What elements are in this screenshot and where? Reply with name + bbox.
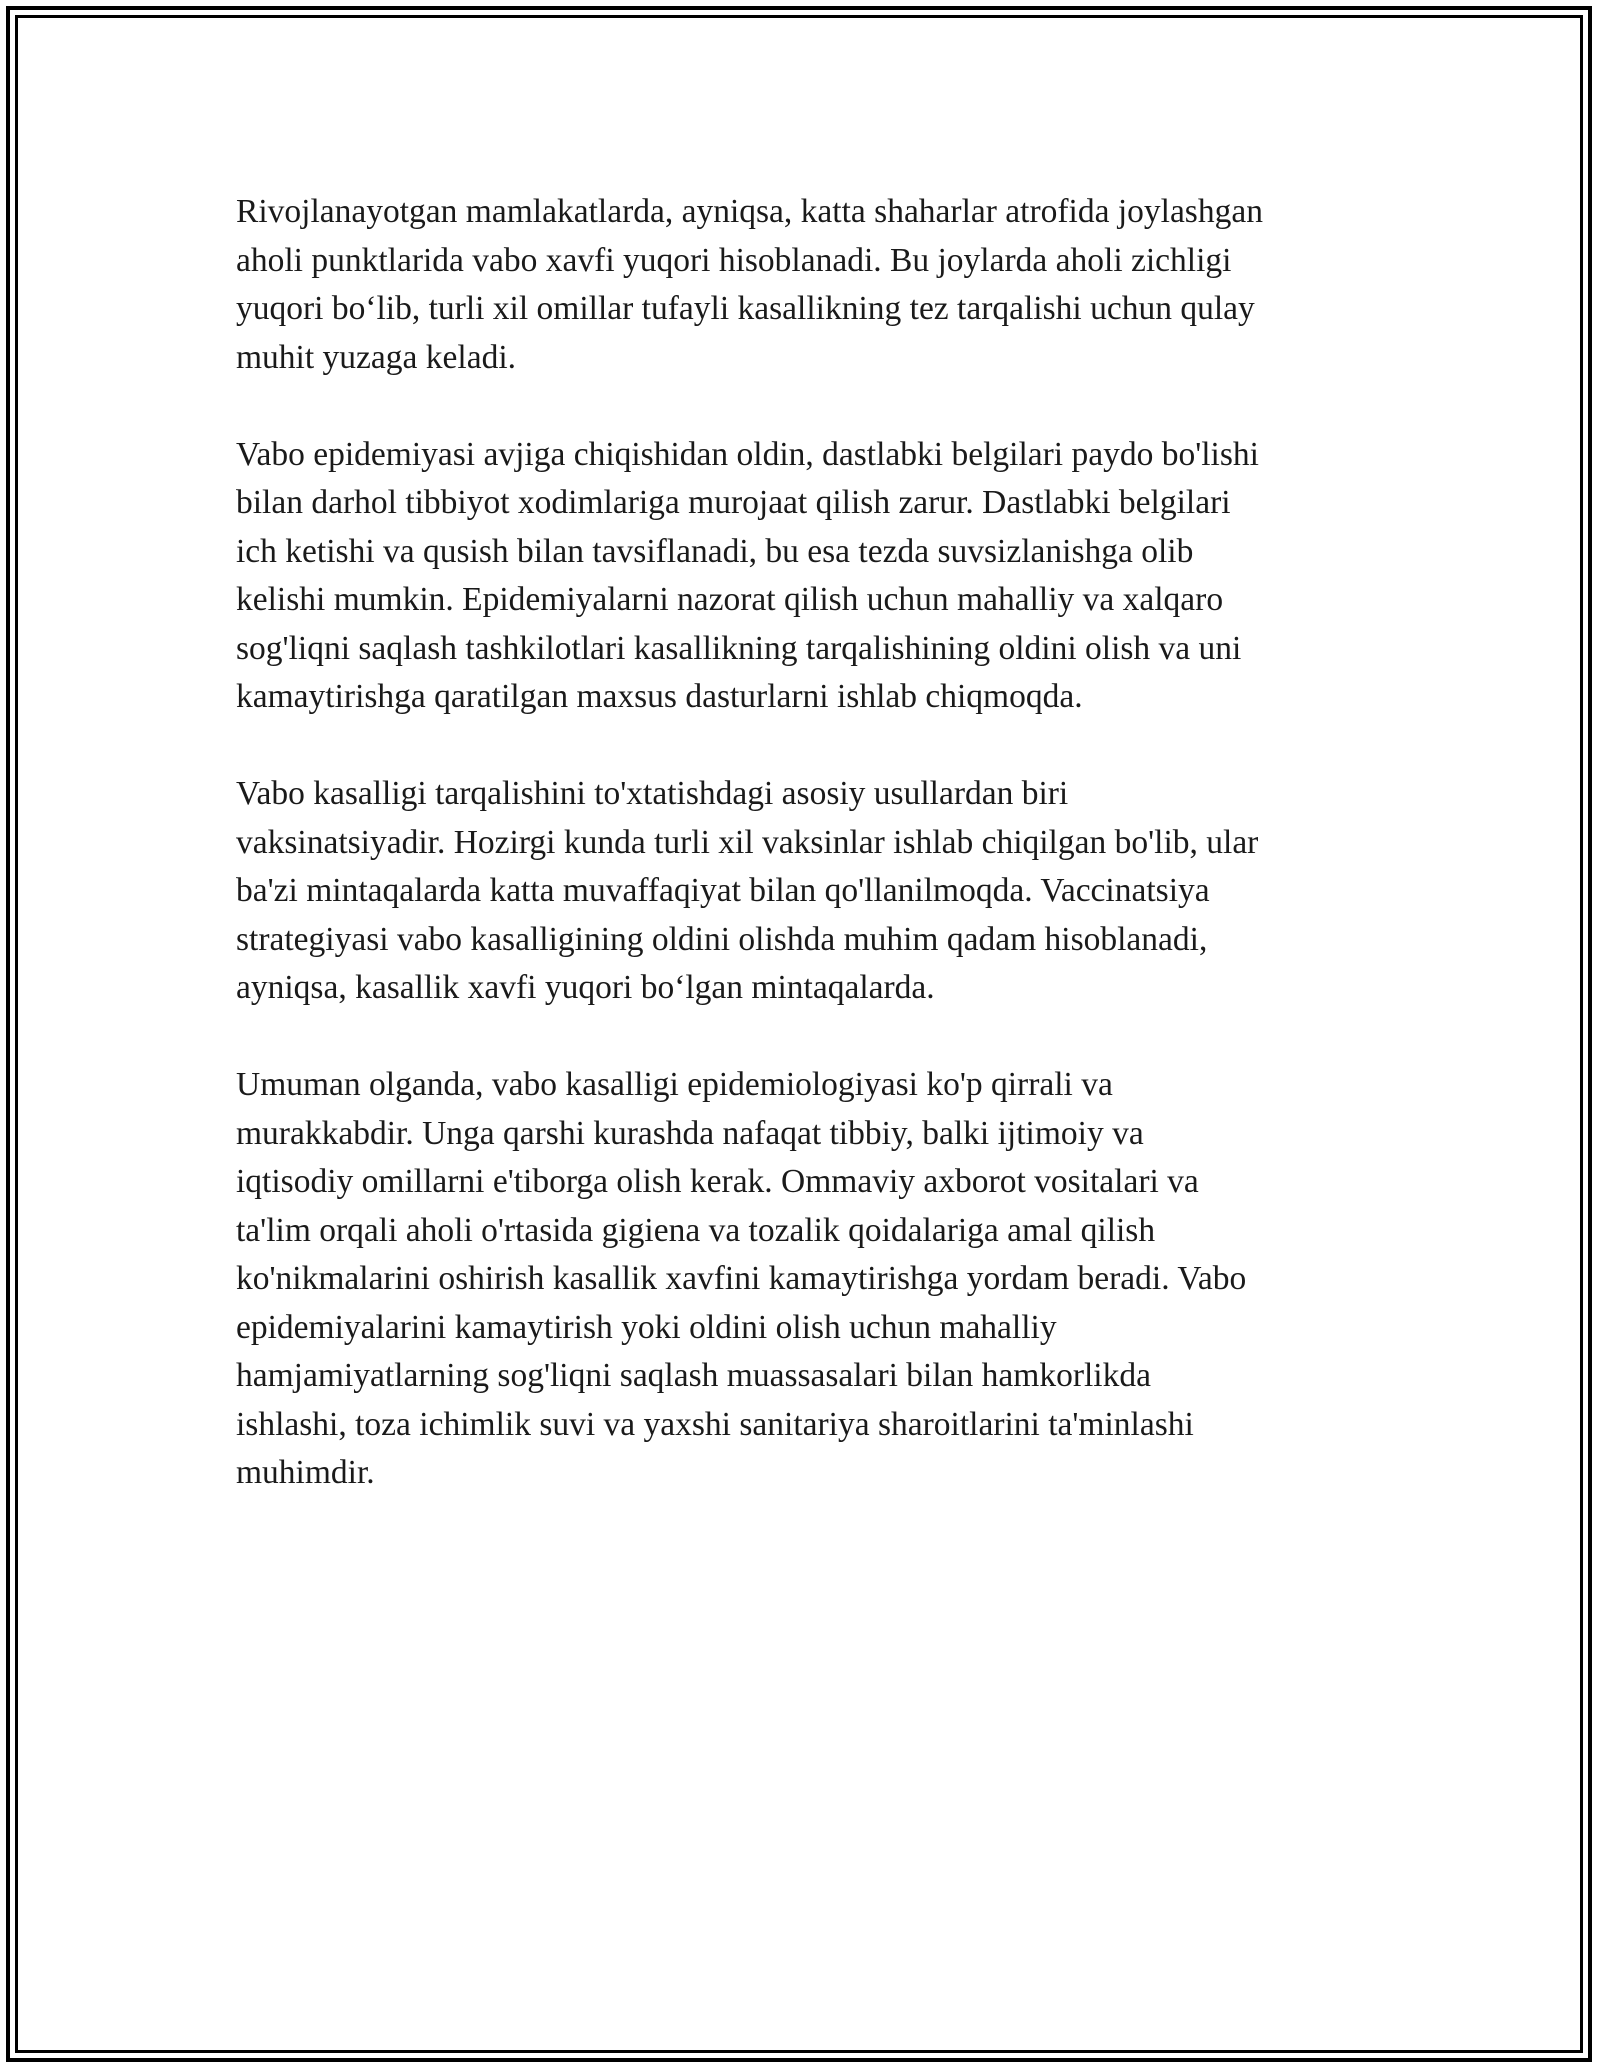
paragraph-1 [236,188,1376,382]
paragraph-line: ayniqsa, kasallik xavfi yuqori boʻlgan mintaqalarda. [236,969,935,1006]
paragraph-line: epidemiyalarini kamaytirish yoki oldini olish uchun mahalliy [236,1308,1057,1346]
paragraph-line: kelishi mumkin. Epidemiyalarni nazorat qilish uchun mahalliy va xalqaro [236,581,1224,618]
paragraph-line: ich ketishi va qusish bilan tavsiflanadi, bu esa tezda suvsizlanishga olib [236,532,1194,570]
paragraph-line: muhimdir. [236,1454,375,1491]
paragraph-line: murakkabdir. Unga qarshi kurashda nafaqat tibbiy, balki ijtimoiy va [236,1114,1144,1152]
paragraph-line: ta'lim orqali aholi o'rtasida gigiena va tozalik qoidalariga amal qilish [236,1211,1156,1249]
paragraph-line: ishlashi, toza ichimlik suvi va yaxshi sanitariya sharoitlarini ta'minlashi [236,1405,1194,1443]
paragraph-line: aholi punktlarida vabo xavfi yuqori hisoblanadi. Bu joylarda aholi zichligi [236,241,1232,279]
paragraph-line: iqtisodiy omillarni e'tiborga olish kerak. Ommaviy axborot vositalari va [236,1163,1199,1200]
paragraph-3 [236,770,1376,1013]
document-body [236,188,1376,1546]
paragraph-line: yuqori boʻlib, turli xil omillar tufayli kasallikning tez tarqalishi uchun qulay [236,290,1255,327]
paragraph-line: bilan darhol tibbiyot xodimlariga murojaat qilish zarur. Dastlabki belgilari [236,484,1231,521]
paragraph-4 [236,1061,1376,1498]
paragraph-line: ba'zi mintaqalarda katta muvaffaqiyat bilan qo'llanilmoqda. Vaccinatsiya [236,872,1210,909]
paragraph-line: vaksinatsiyadir. Hozirgi kunda turli xil vaksinlar ishlab chiqilgan bo'lib, ular [236,823,1259,861]
paragraph-line: strategiyasi vabo kasalligining oldini olishda muhim qadam hisoblanadi, [236,920,1208,958]
paragraph-2 [236,431,1376,722]
paragraph-line: muhit yuzaga keladi. [236,338,517,376]
paragraph-line: kamaytirishga qaratilgan maxsus dasturlarni ishlab chiqmoqda. [236,678,1083,715]
paragraph-line: Vabo epidemiyasi avjiga chiqishidan oldin, dastlabki belgilari paydo bo'lishi [236,435,1259,473]
paragraph-line: hamjamiyatlarning sog'liqni saqlash muassasalari bilan hamkorlikda [236,1357,1151,1394]
paragraph-line: Rivojlanayotgan mamlakatlarda, ayniqsa, katta shaharlar atrofida joylashgan [236,193,1263,230]
paragraph-line: Umuman olganda, vabo kasalligi epidemiologiyasi ko'p qirrali va [236,1066,1113,1103]
paragraph-line: Vabo kasalligi tarqalishini to'xtatishdagi asosiy usullardan biri [236,775,1069,812]
paragraph-line: sog'liqni saqlash tashkilotlari kasallikning tarqalishining oldini olish va uni [236,629,1242,667]
paragraph-line: ko'nikmalarini oshirish kasallik xavfini kamaytirishga yordam beradi. Vabo [236,1260,1247,1297]
